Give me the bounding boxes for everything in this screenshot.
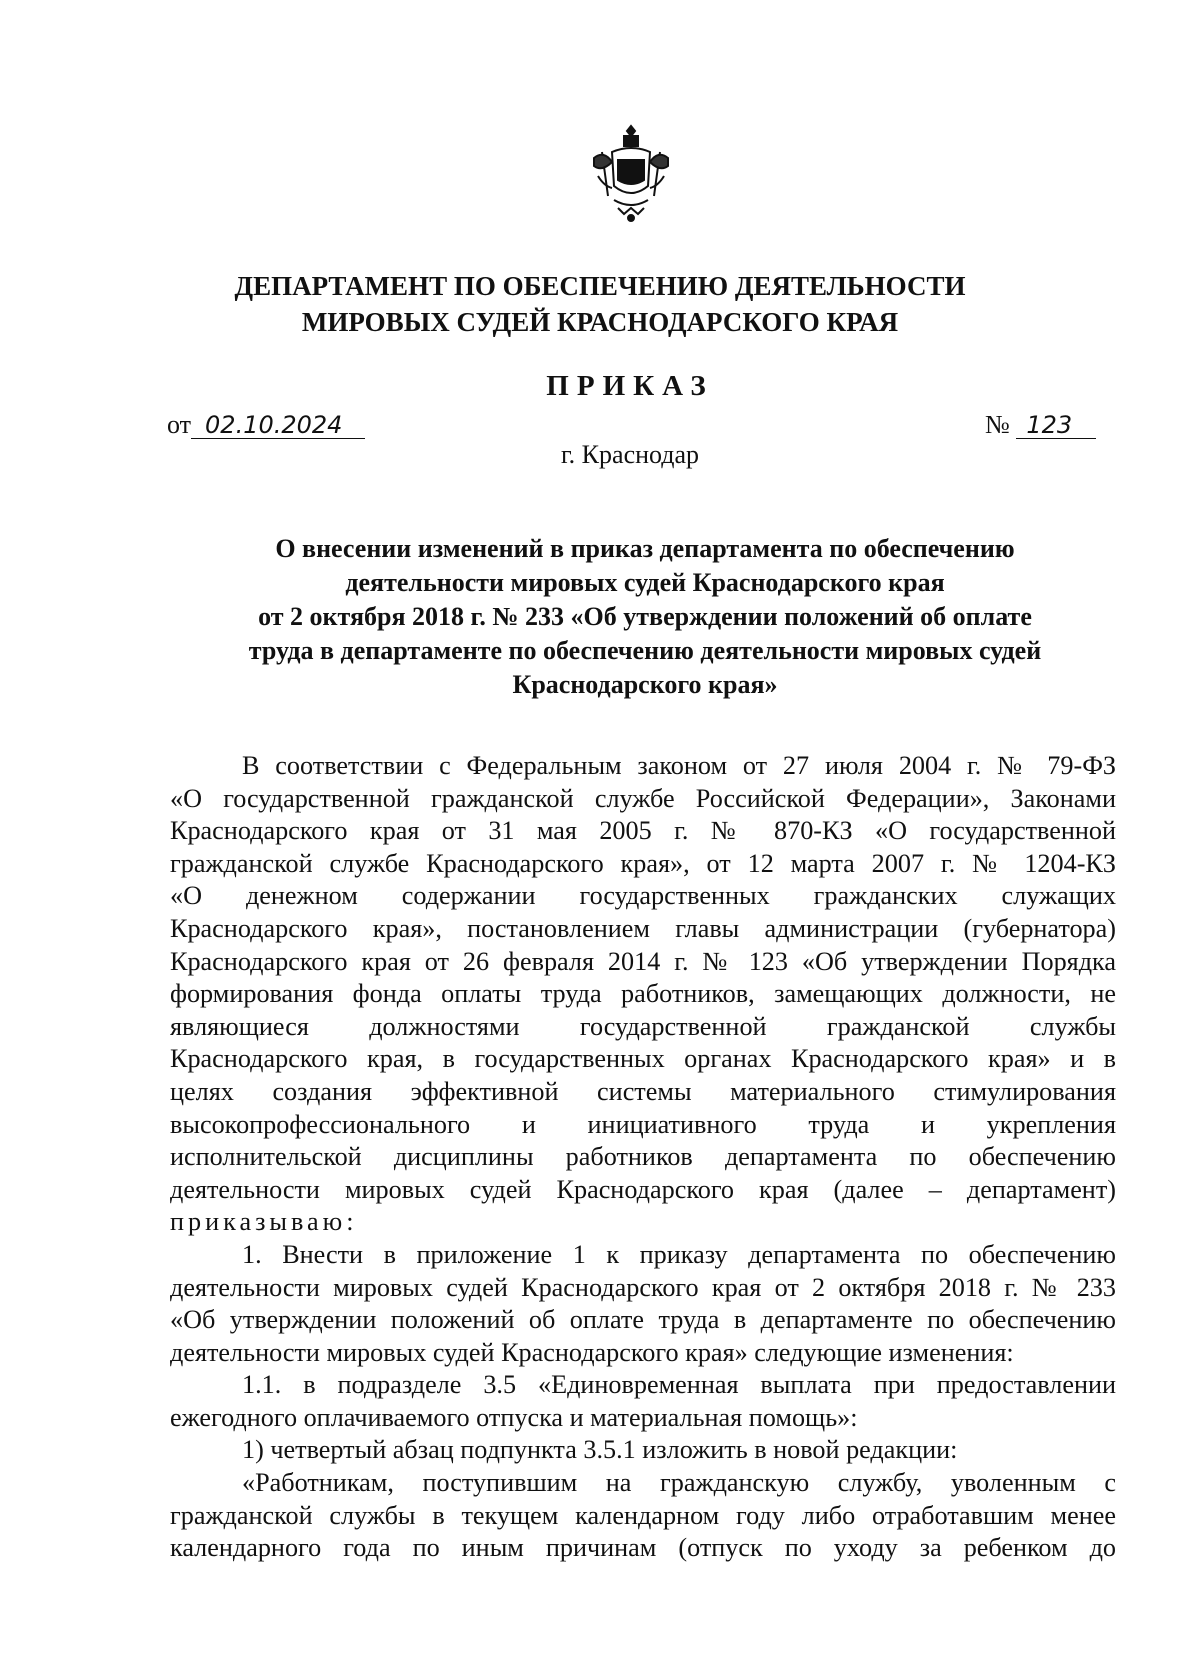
body-line: ежегодного оплачиваемого отпуска и материальная помощь»:: [170, 1402, 858, 1432]
handwritten-date: 02.10.2024: [191, 412, 365, 439]
order-number: [985, 410, 1096, 440]
body-line: гражданской службе Краснодарского края», от 12 марта 2007 г. № 1204-КЗ: [170, 848, 1116, 878]
date-prefix: от: [167, 410, 192, 439]
order-subject: [160, 532, 1130, 702]
subject-line: деятельности мировых судей Краснодарского края: [345, 568, 945, 597]
body-line: высокопрофессионального и инициативного труда и укрепления: [170, 1109, 1116, 1139]
body-line: исполнительской дисциплины работников департамента по обеспечению: [170, 1142, 1116, 1172]
body-line: деятельности мировых судей Краснодарского края от 2 октября 2018 г. № 233: [170, 1272, 1116, 1302]
subject-line: О внесении изменений в приказ департамента по обеспечению: [275, 534, 1015, 563]
subject-line: Краснодарского края»: [512, 670, 778, 699]
body-line: 1. Внести в приложение 1 к приказу департамента по обеспечению: [242, 1239, 1116, 1269]
body-line: являющиеся должностями государственной гражданской службы: [170, 1011, 1116, 1041]
number-prefix: №: [985, 410, 1010, 439]
body-line: В соответствии с Федеральным законом от 27 июля 2004 г. № 79-ФЗ: [242, 751, 1116, 780]
body-line: Краснодарского края от 26 февраля 2014 г. № 123 «Об утверждении Порядка: [170, 946, 1116, 976]
body-line: 1.1. в подразделе 3.5 «Единовременная выплата при предоставлении: [242, 1370, 1116, 1400]
order-date: [167, 410, 365, 440]
coat-of-arms-emblem: [588, 122, 674, 224]
department-name-line: ДЕПАРТАМЕНТ ПО ОБЕСПЕЧЕНИЮ ДЕЯТЕЛЬНОСТИ: [234, 271, 966, 301]
order-body: [170, 750, 1116, 1565]
body-line: приказываю:: [170, 1207, 358, 1237]
body-line: «Работникам, поступившим на гражданскую службу, уволенным с: [242, 1468, 1116, 1498]
department-name: [0, 268, 1200, 340]
city-line: г. Краснодар: [560, 440, 700, 469]
order-title: ПРИКАЗ: [546, 370, 714, 402]
handwritten-number: 123: [1016, 412, 1096, 439]
body-line: «О государственной гражданской службе Российской Федерации», Законами: [170, 783, 1116, 813]
body-line: «О денежном содержании государственных гражданских служащих: [170, 881, 1116, 911]
body-line: деятельности мировых судей Краснодарского края (далее – департамент): [170, 1174, 1116, 1204]
department-name-line: МИРОВЫХ СУДЕЙ КРАСНОДАРСКОГО КРАЯ: [301, 307, 899, 337]
subject-line: труда в департаменте по обеспечению деятельности мировых судей: [248, 636, 1042, 665]
body-line: формирования фонда оплаты труда работников, замещающих должности, не: [170, 979, 1116, 1009]
body-line: «Об утверждении положений об оплате труда в департаменте по обеспечению: [170, 1305, 1116, 1335]
subject-line: от 2 октября 2018 г. № 233 «Об утверждении положений об оплате: [258, 602, 1032, 631]
body-line: целях создания эффективной системы материального стимулирования: [170, 1076, 1116, 1106]
body-line: календарного года по иным причинам (отпуск по уходу за ребенком до: [170, 1533, 1116, 1563]
body-line: Краснодарского края от 31 мая 2005 г. № 870-КЗ «О государственной: [170, 816, 1116, 846]
body-line: гражданской службы в текущем календарном году либо отработавшим менее: [170, 1500, 1116, 1530]
body-line: Краснодарского края», постановлением главы администрации (губернатора): [170, 913, 1116, 943]
body-line: Краснодарского края, в государственных органах Краснодарского края» и в: [170, 1044, 1116, 1074]
body-line: деятельности мировых судей Краснодарского края» следующие изменения:: [170, 1337, 1014, 1367]
body-line: 1) четвертый абзац подпункта 3.5.1 изложить в новой редакции:: [242, 1435, 958, 1465]
